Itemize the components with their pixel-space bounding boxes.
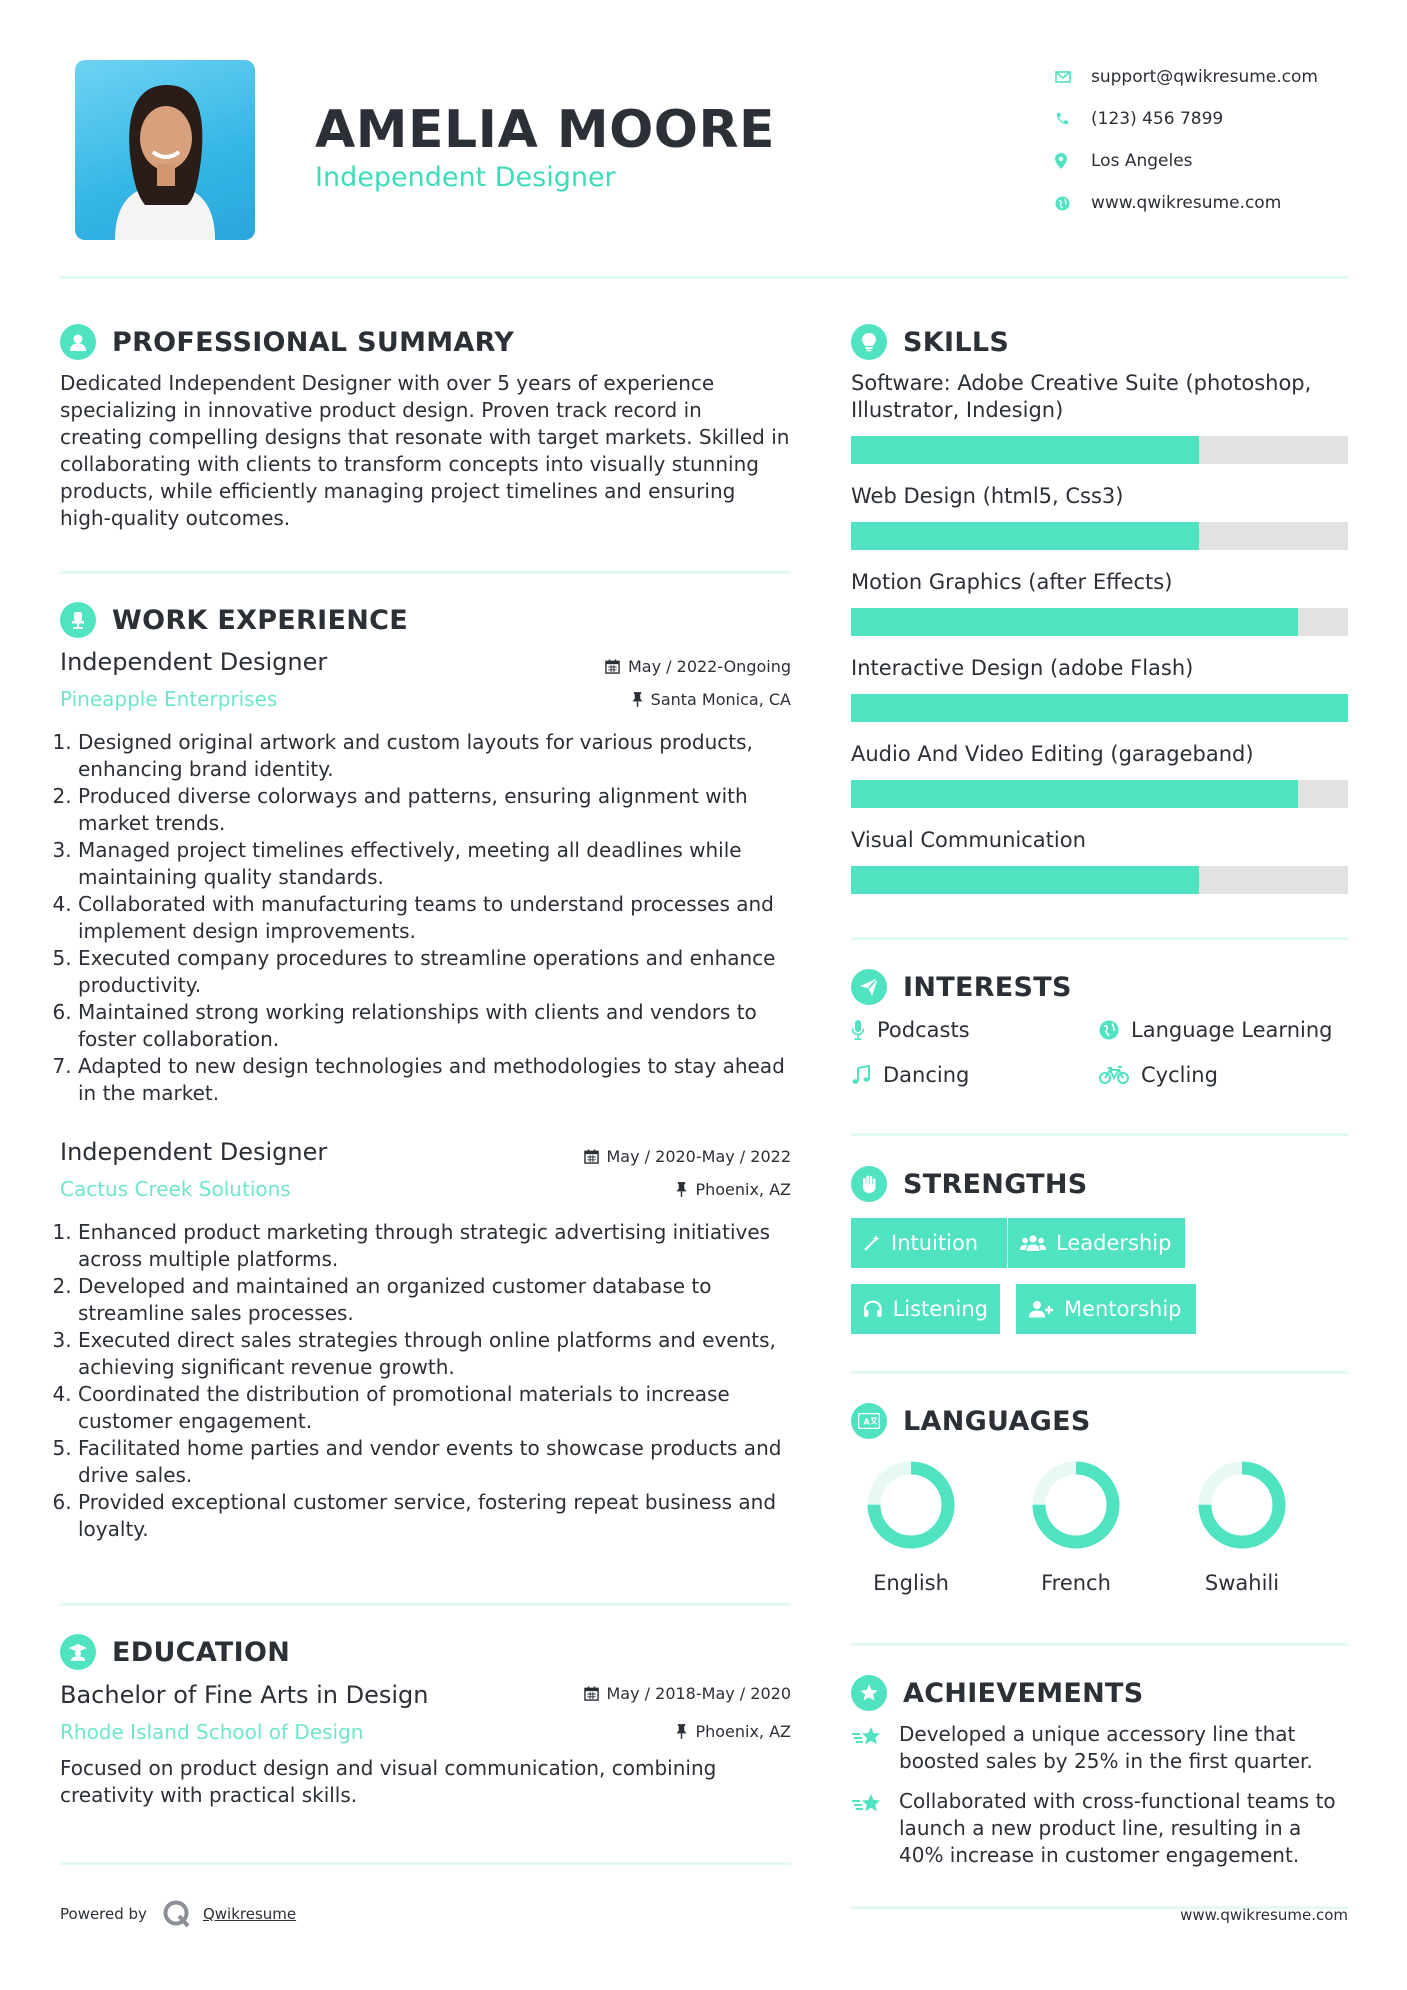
- user-icon: [60, 324, 96, 360]
- job-2-location-text: Phoenix, AZ: [695, 1180, 791, 1199]
- summary-text: Dedicated Independent Designer with over 5 years of experience specializing in innovative product design. Proven track record in creating compelling designs that resonate with target markets. Skilled in collaborating with clients to transform concepts into visually stunning products, while efficiently managing project timelines and ensuring high-quality outcomes.: [60, 371, 790, 530]
- strength-label: Listening: [892, 1297, 988, 1321]
- contact-email-text: support@qwikresume.com: [1091, 67, 1318, 87]
- skill-label: Visual Communication: [851, 828, 1086, 852]
- contact-email[interactable]: [1055, 56, 1355, 98]
- languages-heading: [851, 1401, 1348, 1441]
- achievements-heading-text: ACHIEVEMENTS: [903, 1677, 1144, 1709]
- interest-label: Podcasts: [877, 1018, 970, 1042]
- list-item: 4. Collaborated with manufacturing teams to understand processes and implement design improvements.: [78, 891, 808, 945]
- music-note-icon: [851, 1065, 871, 1085]
- interest-podcasts: [851, 1014, 970, 1046]
- skills-list: [851, 370, 1348, 913]
- magic-wand-icon: [863, 1234, 881, 1252]
- skill-bar: [851, 436, 1348, 464]
- skill-bar: [851, 522, 1348, 550]
- list-item: 3. Managed project timelines effectively, meeting all deadlines while maintaining quality standards.: [78, 837, 808, 891]
- job-1-bullets: [60, 729, 808, 1107]
- powered-by-text: Powered by: [60, 1905, 147, 1923]
- job-2-location: [490, 1180, 791, 1199]
- strengths-section: [851, 1164, 1348, 1204]
- divider: [851, 1643, 1348, 1646]
- interests-heading-text: INTERESTS: [903, 971, 1072, 1003]
- job-2-date-text: May / 2020-May / 2022: [606, 1147, 791, 1166]
- strengths-heading: [851, 1164, 1348, 1204]
- pushpin-icon: [632, 692, 643, 707]
- achievement-item: [851, 1788, 1348, 1869]
- list-item: 3. Executed direct sales strategies through online platforms and events, achieving significant revenue growth.: [78, 1327, 808, 1381]
- contact-phone-text: (123) 456 7899: [1091, 109, 1224, 129]
- skill-bar: [851, 780, 1348, 808]
- education-date-text: May / 2018-May / 2020: [606, 1684, 791, 1703]
- language-ring: [1026, 1455, 1126, 1555]
- skill-bar-fill: [851, 694, 1348, 722]
- strengths-heading-text: STRENGTHS: [903, 1168, 1088, 1200]
- job-2-company: Cactus Creek Solutions: [60, 1177, 291, 1201]
- interest-language-learning: [1099, 1014, 1332, 1046]
- bicycle-icon: [1099, 1065, 1129, 1085]
- footer-powered-by: [60, 1898, 296, 1930]
- language-label: French: [1041, 1571, 1111, 1595]
- calendar-icon: [584, 1686, 599, 1701]
- interest-label: Cycling: [1141, 1063, 1218, 1087]
- interest-cycling: [1099, 1059, 1218, 1091]
- headphones-icon: [863, 1300, 883, 1318]
- globe-icon: [1099, 1020, 1119, 1040]
- svg-text:A: A: [863, 1417, 870, 1427]
- qwikresume-logo-icon: [161, 1898, 193, 1930]
- job-1-location-text: Santa Monica, CA: [650, 690, 791, 709]
- achievements-section: [851, 1673, 1348, 1713]
- profile-photo: [75, 60, 255, 240]
- shooting-star-icon: [851, 1725, 883, 1749]
- list-item: 1. Designed original artwork and custom layouts for various products, enhancing brand identity.: [78, 729, 808, 783]
- calendar-icon: [605, 659, 620, 674]
- skills-heading: [851, 322, 1348, 362]
- skill-item: [851, 827, 1348, 913]
- list-item: 6. Provided exceptional customer service, fostering repeat business and loyalty.: [78, 1489, 808, 1543]
- list-item: 5. Facilitated home parties and vendor events to showcase products and drive sales.: [78, 1435, 808, 1489]
- contact-website-text: www.qwikresume.com: [1091, 193, 1282, 213]
- language-label: English: [873, 1571, 949, 1595]
- star-badge-icon: [851, 1675, 887, 1711]
- skill-label: Interactive Design (adobe Flash): [851, 656, 1194, 680]
- achievement-text: Developed a unique accessory line that boosted sales by 25% in the first quarter.: [899, 1722, 1313, 1773]
- candidate-name: AMELIA MOORE: [315, 100, 776, 160]
- job-1-company: Pineapple Enterprises: [60, 687, 278, 711]
- education-heading-text: EDUCATION: [112, 1636, 291, 1668]
- contact-phone[interactable]: [1055, 98, 1355, 140]
- skill-item: [851, 370, 1348, 483]
- job-1-location: [490, 690, 791, 709]
- languages-heading-text: LANGUAGES: [903, 1405, 1091, 1437]
- education-school: Rhode Island School of Design: [60, 1720, 364, 1744]
- list-item: 5. Executed company procedures to streamline operations and enhance productivity.: [78, 945, 808, 999]
- skill-bar: [851, 608, 1348, 636]
- summary-heading-text: PROFESSIONAL SUMMARY: [112, 326, 515, 358]
- skill-item: [851, 483, 1348, 569]
- education-location: [490, 1722, 791, 1741]
- strength-tag-intuition: [851, 1218, 1007, 1268]
- experience-section: [60, 600, 790, 640]
- person-avatar-icon: [75, 60, 255, 240]
- user-plus-icon: [1028, 1300, 1054, 1318]
- achievements-heading: [851, 1673, 1348, 1713]
- list-item: 4. Coordinated the distribution of promotional materials to increase customer engagement.: [78, 1381, 808, 1435]
- skill-item: [851, 741, 1348, 827]
- envelope-icon: [1055, 71, 1091, 83]
- skill-label: Audio And Video Editing (garageband): [851, 742, 1254, 766]
- map-pin-icon: [1055, 153, 1091, 169]
- microphone-icon: [851, 1020, 865, 1040]
- summary-heading: [60, 322, 790, 362]
- users-icon: [1020, 1234, 1046, 1252]
- skill-label: Motion Graphics (after Effects): [851, 570, 1173, 594]
- skill-bar: [851, 866, 1348, 894]
- strength-tag-listening: [851, 1284, 1000, 1334]
- calendar-icon: [584, 1149, 599, 1164]
- contact-location: [1055, 140, 1355, 182]
- shooting-star-icon: [851, 1792, 883, 1816]
- interests-section: [851, 967, 1348, 1007]
- skill-item: [851, 655, 1348, 741]
- job-1-title: Independent Designer: [60, 648, 328, 676]
- education-heading: [60, 1632, 790, 1672]
- skills-section: [851, 322, 1348, 362]
- list-item: 1. Enhanced product marketing through strategic advertising initiatives across multiple platforms.: [78, 1219, 808, 1273]
- list-item: 2. Produced diverse colorways and patterns, ensuring alignment with market trends.: [78, 783, 808, 837]
- divider: [851, 937, 1348, 940]
- skill-bar-fill: [851, 608, 1298, 636]
- skill-label: Web Design (html5, Css3): [851, 484, 1124, 508]
- contact-website[interactable]: [1055, 182, 1355, 224]
- skill-bar-fill: [851, 866, 1199, 894]
- language-french: [1011, 1455, 1141, 1595]
- skill-bar-fill: [851, 780, 1298, 808]
- divider: [851, 1371, 1348, 1374]
- skill-bar-fill: [851, 436, 1199, 464]
- divider: [851, 1133, 1348, 1136]
- skills-heading-text: SKILLS: [903, 326, 1010, 358]
- language-swahili: [1177, 1455, 1307, 1595]
- interest-label: Language Learning: [1131, 1018, 1333, 1042]
- phone-icon: [1055, 112, 1091, 126]
- language-icon: [851, 1403, 887, 1439]
- job-1-date: [490, 657, 791, 676]
- qwikresume-link[interactable]: Qwikresume: [202, 1905, 297, 1923]
- job-2-title: Independent Designer: [60, 1138, 328, 1166]
- divider: [60, 1603, 791, 1606]
- header-divider: [60, 276, 1348, 279]
- language-english: [846, 1455, 976, 1595]
- lightbulb-icon: [851, 324, 887, 360]
- contact-list: [1055, 56, 1355, 224]
- language-ring: [861, 1455, 961, 1555]
- office-chair-icon: [60, 602, 96, 638]
- strength-label: Mentorship: [1064, 1297, 1182, 1321]
- candidate-title: Independent Designer: [315, 162, 616, 193]
- skill-label: Software: Adobe Creative Suite (photoshop, Illustrator, Indesign): [851, 371, 1312, 422]
- globe-icon: [1055, 196, 1091, 211]
- education-text: Focused on product design and visual communication, combining creativity with practical skills.: [60, 1756, 717, 1807]
- job-2-bullets: [60, 1219, 808, 1543]
- skill-item: [851, 569, 1348, 655]
- pushpin-icon: [676, 1182, 687, 1197]
- list-item: 2. Developed and maintained an organized customer database to streamline sales processes.: [78, 1273, 808, 1327]
- paper-plane-icon: [851, 969, 887, 1005]
- strength-label: Leadership: [1056, 1231, 1172, 1255]
- strength-tag-leadership: [1008, 1218, 1185, 1268]
- achievement-text: Collaborated with cross-functional teams to launch a new product line, resulting in a 40% increase in customer engagement.: [899, 1789, 1336, 1867]
- language-label: Swahili: [1204, 1571, 1280, 1595]
- language-ring: [1192, 1455, 1292, 1555]
- languages-section: [851, 1401, 1348, 1441]
- pushpin-icon: [676, 1724, 687, 1739]
- footer-url[interactable]: www.qwikresume.com: [1180, 1906, 1348, 1924]
- strength-tag-mentorship: [1016, 1284, 1196, 1334]
- list-item: 7. Adapted to new design technologies and methodologies to stay ahead in the market.: [78, 1053, 808, 1107]
- summary-section: [60, 322, 790, 532]
- interests-heading: [851, 967, 1348, 1007]
- interest-label: Dancing: [883, 1063, 970, 1087]
- list-item: 6. Maintained strong working relationships with clients and vendors to foster collaboration.: [78, 999, 808, 1053]
- job-2-date: [490, 1147, 791, 1166]
- achievement-item: [851, 1721, 1348, 1775]
- job-1-date-text: May / 2022-Ongoing: [628, 657, 791, 676]
- skill-bar: [851, 694, 1348, 722]
- skill-bar-fill: [851, 522, 1199, 550]
- experience-heading: [60, 600, 790, 640]
- graduate-icon: [60, 1634, 96, 1670]
- strength-label: Intuition: [891, 1231, 979, 1255]
- education-date: [490, 1684, 791, 1703]
- education-section: [60, 1632, 790, 1672]
- hand-icon: [851, 1166, 887, 1202]
- education-location-text: Phoenix, AZ: [695, 1722, 791, 1741]
- contact-location-text: Los Angeles: [1091, 151, 1193, 171]
- interest-dancing: [851, 1059, 969, 1091]
- education-degree: Bachelor of Fine Arts in Design: [60, 1681, 429, 1709]
- divider: [60, 1862, 791, 1865]
- divider: [60, 571, 791, 574]
- experience-heading-text: WORK EXPERIENCE: [112, 604, 408, 636]
